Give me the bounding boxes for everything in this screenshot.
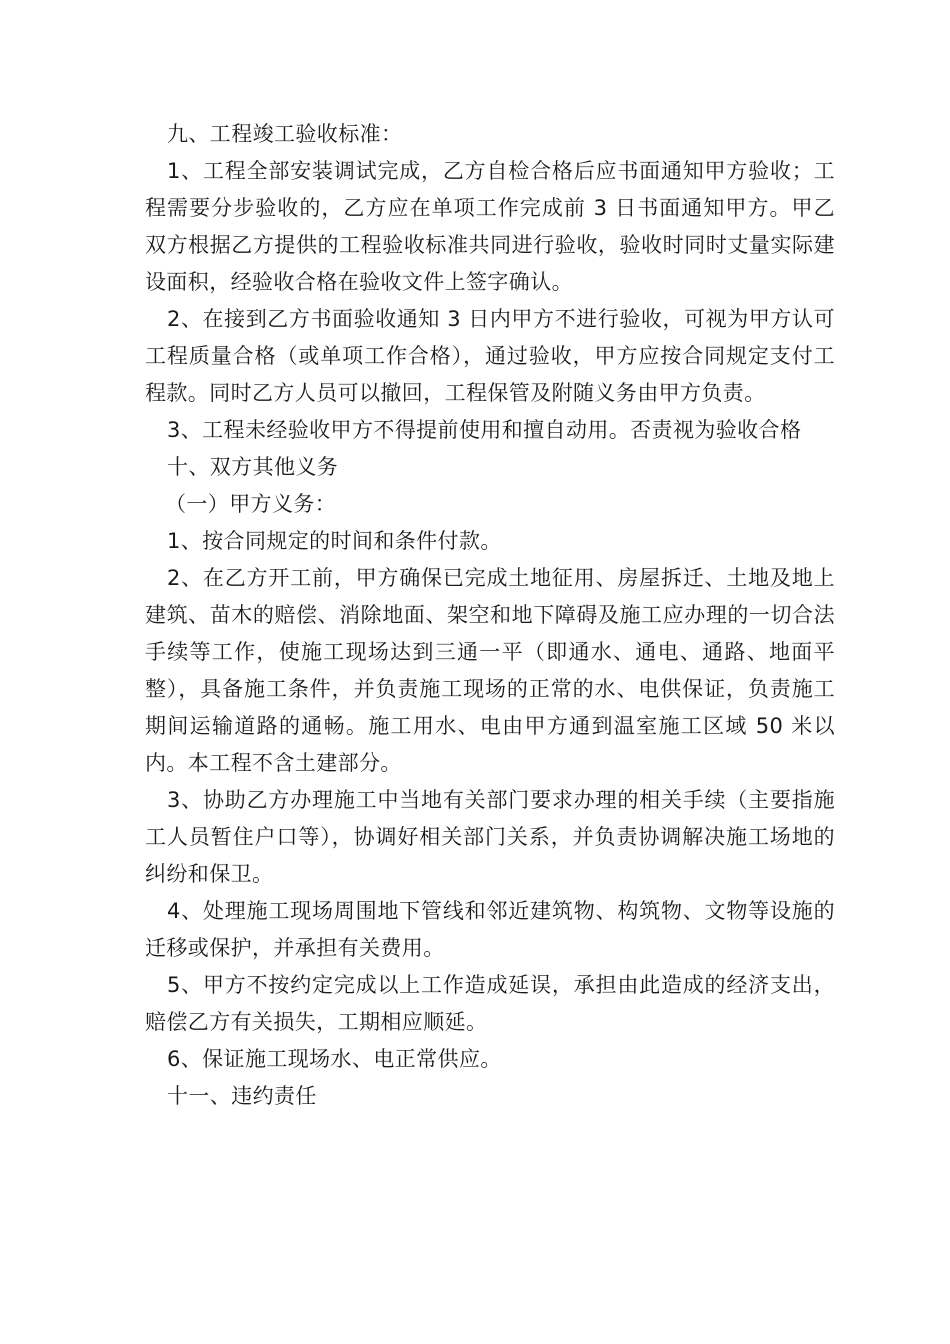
clause-9-1: 1、工程全部安装调试完成，乙方自检合格后应书面通知甲方验收；工程需要分步验收的，乙方应在单项工作完成前 3 日书面通知甲方。甲乙双方根据乙方提供的工程验收标准共同进行验收，验收时同时丈量实际建设面积，经验收合格在验收文件上签字确认。 (145, 159, 835, 294)
clause-10-6: 6、保证施工现场水、电正常供应。 (167, 1047, 502, 1071)
section-heading-ten: 十、双方其他义务 (167, 455, 339, 479)
document-body (145, 116, 835, 1115)
clause-10-2: 2、在乙方开工前，甲方确保已完成土地征用、房屋拆迁、土地及地上建筑、苗木的赔偿、消除地面、架空和地下障碍及施工应办理的一切合法手续等工作，使施工现场达到三通一平（即通水、通电、通路、地面平整），具备施工条件，并负责施工现场的正常的水、电供保证，负责施工期间运输道路的通畅。施工用水、电由甲方通到温室施工区域 50 米以内。本工程不含土建部分。 (145, 566, 835, 775)
section-heading-eleven: 十一、违约责任 (167, 1084, 317, 1108)
clause-9-3: 3、工程未经验收甲方不得提前使用和擅自动用。否责视为验收合格 (167, 418, 802, 442)
clause-9-2: 2、在接到乙方书面验收通知 3 日内甲方不进行验收，可视为甲方认可工程质量合格（或单项工作合格），通过验收，甲方应按合同规定支付工程款。同时乙方人员可以撤回，工程保管及附随义务由甲方负责。 (145, 307, 835, 405)
clause-10-4: 4、处理施工现场周围地下管线和邻近建筑物、构筑物、文物等设施的迁移或保护，并承担有关费用。 (145, 899, 835, 960)
clause-10-1: 1、按合同规定的时间和条件付款。 (167, 529, 502, 553)
subsection-heading-party-a: （一）甲方义务： (165, 492, 337, 516)
clause-10-3: 3、协助乙方办理施工中当地有关部门要求办理的相关手续（主要指施工人员暂住户口等），协调好相关部门关系，并负责协调解决施工场地的纠纷和保卫。 (145, 788, 835, 886)
clause-10-5: 5、甲方不按约定完成以上工作造成延误，承担由此造成的经济支出，赔偿乙方有关损失，工期相应顺延。 (145, 973, 835, 1034)
section-heading-nine: 九、工程竣工验收标准： (167, 122, 403, 146)
